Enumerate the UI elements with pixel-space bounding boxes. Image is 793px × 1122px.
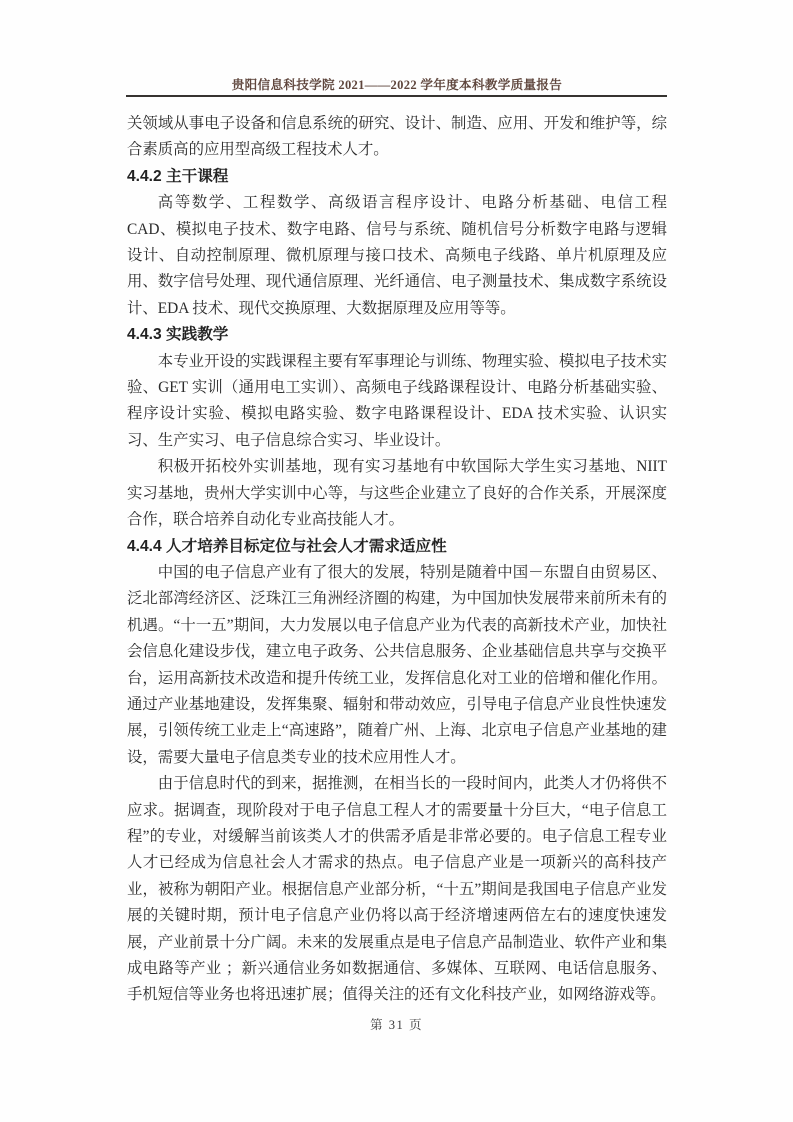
paragraph-talent-demand: 由于信息时代的到来，据推测，在相当长的一段时间内，此类人才仍将供不应求。据调查，现阶段对于电子信息工程人才的需要量十分巨大，“电子信息工程”的专业，对缓解当前该类人才的供需矛盾是非常必要的。电子信息工程专业人才已经成为信息社会人才需求的热点。电子信息产业是一项新兴的高科技产业，被称为朝阳产业。根据信息产业部分析，“十五”期间是我国电子信息产业发展的关键时期，预计电子信息产业仍将以高于经济增速两倍左右的速度快速发展，产业前景十分广阔。未来的发展重点是电子信息产品制造业、软件产业和集成电路等产业 ；新兴通信业务如数据通信、多媒体、互联网、电话信息服务、手机短信等业务也将迅速扩展；值得关注的还有文化科技产业，如网络游戏等。 xyxy=(127,775,667,1004)
section-heading-4-4-4: 4.4.4 人才培养目标定位与社会人才需求适应性 xyxy=(127,537,447,555)
paragraph-practice-courses: 本专业开设的实践课程主要有军事理论与训练、物理实验、模拟电子技术实验、GET 实训（通用电工实训）、高频电子线路课程设计、电路分析基础实验、程序设计实验、模拟电路实验、数字电路课程设计、EDA 技术实验、认识实习、生产实习、电子信息综合实习、毕业设计。 xyxy=(127,352,667,449)
section-heading-4-4-3: 4.4.3 实践教学 xyxy=(127,326,229,344)
paragraph-industry-development: 中国的电子信息产业有了很大的发展，特别是随着中国－东盟自由贸易区、泛北部湾经济区、泛珠江三角洲经济圈的构建，为中国加快发展带来前所未有的机遇。“十一五”期间，大力发展以电子信息产业为代表的高新技术产业，加快社会信息化建设步伐，建立电子政务、公共信息服务、企业基础信息共享与交换平台，运用高新技术改造和提升传统工业，发挥信息化对工业的倍增和催化作用。通过产业基地建设，发挥集聚、辐射和带动效应，引导电子信息产业良性快速发展，引领传统工业走上“高速路”，随着广州、上海、北京电子信息产业基地的建设，需要大量电子信息类专业的技术应用性人才。 xyxy=(127,563,667,766)
page-number: 第 31 页 xyxy=(369,1018,424,1032)
paragraph-main-courses: 高等数学、工程数学、高级语言程序设计、电路分析基础、电信工程 CAD、模拟电子技术、数字电路、信号与系统、随机信号分析数字电路与逻辑设计、自动控制原理、微机原理与接口技术、高频电子线路、单片机原理及应用、数字信号处理、现代通信原理、光纤通信、电子测量技术、集成数字系统设计、EDA 技术、现代交换原理、大数据原理及应用等等。 xyxy=(127,194,667,317)
header-divider xyxy=(126,95,667,97)
continuation-paragraph: 关领域从事电子设备和信息系统的研究、设计、制造、应用、开发和维护等，综合素质高的应用型高级工程技术人才。 xyxy=(127,115,667,159)
page-footer xyxy=(0,1014,793,1033)
paragraph-training-bases: 积极开拓校外实训基地，现有实习基地有中软国际大学生实习基地、NIIT 实习基地，贵州大学实训中心等，与这些企业建立了良好的合作关系，开展深度合作，联合培养自动化专业高技能人才。 xyxy=(127,458,667,529)
section-heading-4-4-2: 4.4.2 主干课程 xyxy=(127,167,229,185)
page-body xyxy=(127,111,667,1009)
page-header-title: 贵阳信息科技学院 2021——2022 学年度本科教学质量报告 xyxy=(231,78,563,92)
